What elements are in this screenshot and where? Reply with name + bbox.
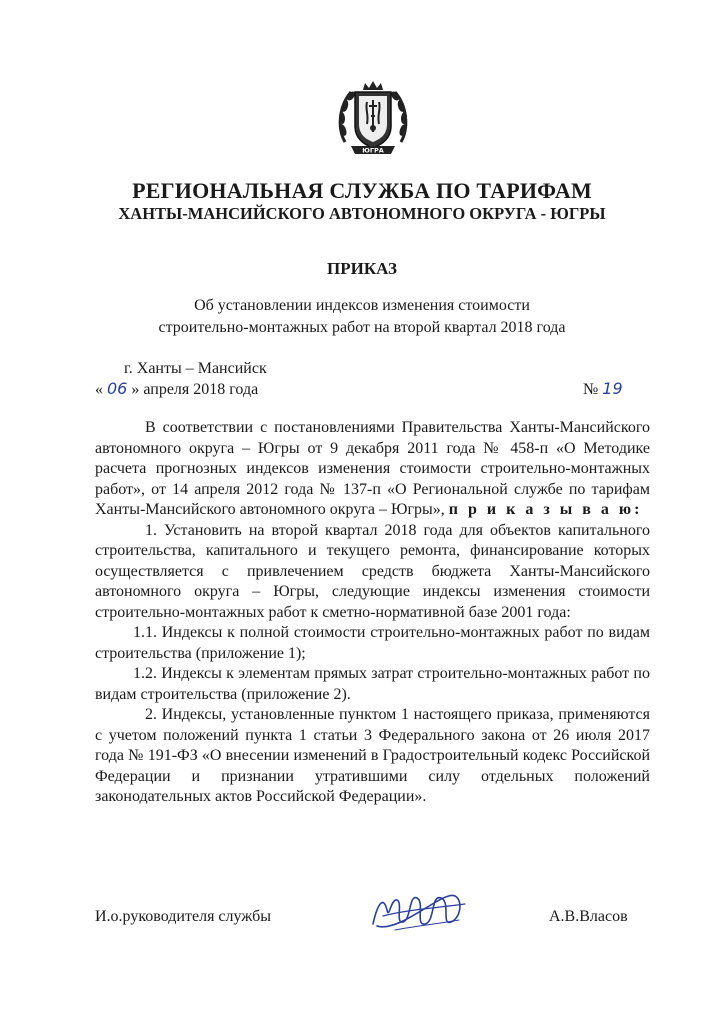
number-handwritten: 19 bbox=[602, 379, 623, 398]
subject-line-1: Об установлении индексов изменения стоимости bbox=[194, 297, 530, 314]
handwritten-signature bbox=[365, 880, 475, 940]
number-label: № bbox=[583, 381, 599, 398]
preamble bbox=[95, 418, 650, 521]
city: г. Ханты – Мансийск bbox=[124, 360, 267, 377]
organization-name: РЕГИОНАЛЬНАЯ СЛУЖБА ПО ТАРИФАМ bbox=[132, 178, 592, 203]
organization-region: ХАНТЫ-МАНСИЙСКОГО АВТОНОМНОГО ОКРУГА - ЮГРЫ bbox=[118, 204, 606, 223]
preamble-text: В соответствии с постановлениями Правительства Ханты-Мансийского автономного округа – Югры от 9 декабря 2011 года № 458-п «О Методике расчета прогнозных индексов изменения стоимости строительно-монтажных работ», от 14 апреля 2012 года № 137-п «О Региональной службе по тарифам Ханты-Мансийского автономного округа – Югры», bbox=[95, 419, 650, 518]
coat-of-arms-emblem bbox=[335, 80, 411, 162]
emblem-ribbon-text: ЮГРА bbox=[362, 146, 384, 155]
preamble-order-word: п р и к а з ы в а ю: bbox=[448, 501, 643, 518]
item-1-2: 1.2. Индексы к элементам прямых затрат строительно-монтажных работ по видам строительства (приложение 2). bbox=[95, 665, 650, 703]
document-body bbox=[95, 418, 650, 808]
item-2: 2. Индексы, установленные пунктом 1 настоящего приказа, применяются с учетом положений пункта 1 статьи 3 Федерального закона от 26 июля 2017 года № 191-ФЗ «О внесении изменений в Градостроительный кодекс Российской Федерации и признании утратившими силу отдельных положений законодательных актов Российской Федерации». bbox=[95, 706, 650, 805]
document-number bbox=[583, 379, 623, 399]
date-quote-open: « bbox=[95, 381, 103, 398]
item-1: 1. Установить на второй квартал 2018 года для объектов капитального строительства, капитального и текущего ремонта, финансирование которых осуществляется с привлечением средств бюджета Ханты-Мансийского автономного округа – Югры, следующие индексы изменения стоимости строительно-монтажных работ к сметно-нормативной базе 2001 года: bbox=[95, 521, 650, 621]
item-1-1: 1.1. Индексы к полной стоимости строительно-монтажных работ по видам строительства (приложение 1); bbox=[95, 624, 650, 662]
date-month-year: » апреля 2018 года bbox=[131, 381, 259, 398]
document-date bbox=[95, 379, 258, 399]
document-type-title: ПРИКАЗ bbox=[327, 259, 397, 278]
subject-line-2: строительно-монтажных работ на второй квартал 2018 года bbox=[158, 319, 566, 336]
date-day-handwritten: 06 bbox=[107, 379, 128, 398]
signatory-title: И.о.руководителя службы bbox=[95, 908, 272, 925]
signatory-name: А.В.Власов bbox=[549, 908, 628, 925]
document-subject bbox=[0, 295, 724, 339]
